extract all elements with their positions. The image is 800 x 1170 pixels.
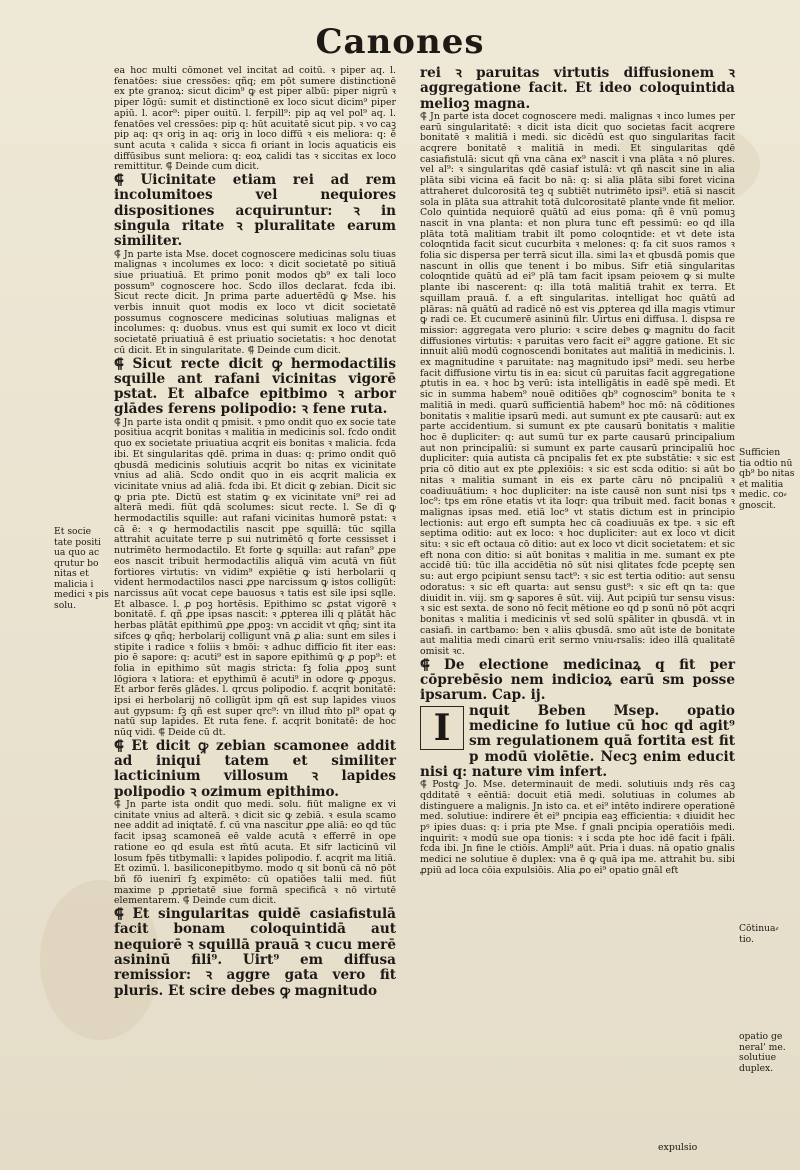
rubric-heading: ⸿ De electione medicinaꝝ q fit per cōprebēsio nem indicioꝝ earū sm posse ipsarum. Cap. ij. xyxy=(420,656,735,704)
commentary-paragraph: ⸿ Jn parte ista ondit q pmisit. ꝛ pmo ondit quo ex socie tate positiua acqrit bonitas ꝛ malitia in medicinis sol. fcdo ondit quo ex societate priuatiua acqrit eis bonitas ꝛ malicia. fcda ibi. Et singularitas qdē. prima in duas: q: primo ondit quō qbusdā medicinis solutiuis acqrit bo nitas ex vicinitate vnius ad aliā. Scdo ondit quo in eis acqrit malicia ex vicinitate vnius ad aliā. fcda ibi. Et dicit ꝙ zebian. Dicit sic ꝙ pria pte. Dictū est statim ꝙ ex vicinitate vni⁹ rei ad alterā medi. fiūt qdā scolumes: sicut recte. l. Se dī ꝙ hermodactilis squille: aut rafani vicinitas humorē pstat: ꝛ cā ē: ꝛ ꝙ hermodactilis nascit ppe squillā: tūc sqilla attrahit acuitate terre p sui nutrimētō q forte cessisset i nutrimēto hermodactilo. Et forte ꝙ squilla: aut rafan⁹ ꝓpe eos nascit tribuit hermodactilis aliquā vim acutā vn fiūt fortiores virtutis: vn vidim⁹ expiētie ꝙ isti herbolarii q vident hermodactilos nasci ꝓpe narcissum ꝙ istos colligūt: narcissus aūt vocat cepe bauosus ꝛ tatis est sile ipsi sqlle. Et albasce. l. ꝓ poꝫ hortēsis. Epithimo sc ꝓstat vigorē ꝛ bonitatē. f. qñ ꝓpe ipsas nascit: ꝛ ꝓpterea illi q plātāt hāc herbas plātāt epithimū ꝓpe ꝓpoꝫ: vn accidit vt qñq; sint ita sifces ꝙ qñq; herbolarij colligunt vnā ꝓ alia: sunt em siles i stipite i radice ꝛ foliis ꝛ bmōi: ꝛ adhuc difficio fit iter eas: pio ē sapore: q: acuti⁹ est in sapore epithimū ꝙ ꝓ pop⁹: et folia in epithimo sūt magis stricta: fꝫ folia ꝓpoꝫ sunt lōgiora ꝛ latiora: et epythimū ē acuti⁹ in odore ꝙ ꝓpoꝫus. Et arbor ferēs glādes. l. qrcus polipodio. f. acqrit bonitatē: ipsi ei herbolarij nō colligūt ipm qñ est sup lapides viuos aut gypsum: fꝫ qñ est super qrc⁹: vn illud m̄to pl⁹ opat ꝙ natū sup lapides. Et ruta fene. f. acqrit bonitatē: de hoc nūq vidi. ⸿ Deide cū dt. xyxy=(114,416,396,739)
rubric-heading: ⸿ Sicut recte dicit ꝙ hermodactilis squille ant rafani vicinitas vigorē pstat. Et albafce epitbimo ꝛ arbor glādes ferens polipodio: ꝛ fene ruta. xyxy=(114,355,396,418)
commentary-paragraph: ⸿ Jn parte ista Mse. docet cognoscere medicinas solu tiuas malignas ꝛ incolumes ex loco: ꝛ dicit societatē po sitiuā siue priuatiuā. Et primo ponit modos qb⁹ ex tali loco possum⁹ cognoscere hoc. Scdo illos declarat. fcda ibi. Sicut recte dicit. Jn prima parte aduertēdū ꝙ Mse. his verbis innuit quot modis ex loco vt dicit societatē possumus cognoscere medicinas solutiuas malignas et incolumes: q: duobus. vnus est qui sumit ex loco vt dicit societatē priuatiuā ē est priuatio societatis: ꝛ hoc denotat cū dicit. Et in singularitate. ⸿ Deinde cum dicit. xyxy=(114,248,396,356)
commentary-paragraph: ea hoc multi cōmonet vel incitat ad coitū. ꝛ piper aq. l. fenatōes: siue cressōes: qñq; em pōt sumere distinctionē ex pte granoꝝ: sicut dicim⁹ ꝙ est piper albū: piper nigrū ꝛ piper lōgū: sumit et distinctionē ex loco sicut dicim⁹ piper apiū. l. acor⁹: piper ouitū. l. ferpill⁹: pip aq vel pol⁹ aq. l. fenatōes vel cressōes: pip q: hūt acuitatē sicut pip. ꝛ vo caꝫ pip aq: qꝛ oriꝫ in aq: oriꝫ in loco diffū ꝛ eis meliora: q: ē sunt acuta ꝛ calida ꝛ sicca fi oriant in locis aquaticis eis diffūsibus sunt meliora: q: eoꝝ calidi tas ꝛ siccitas ex loco remittitur. ⸿ Deinde cum dicit. xyxy=(114,65,396,173)
chapter-opening xyxy=(420,704,735,780)
initial-letter: I xyxy=(433,706,451,749)
commentary-paragraph: ⸿ Jn parte ista docet cognoscere medi. malignas ꝛ inco lumes per earū singularitatē: ꝛ dicit ista dicit quo societas facit acqrere bonitatē ꝛ malitiā i medi. sic dicēdū est quo singularitas facit acqrere bonitatē ꝛ malitiā in medi. Et singularitas qdē casiafistulā: sicut qñ vna cāna ex⁹ nascit i vna plāta ꝛ nō plures. vel al⁹: ꝛ singularitas qdē casiaf istulā: vt qñ nascit sine in alia plāta sibi vicina eā facit bo nā: q: si alia plāta sibi foret vicina attraheret dulcorositā teꝫ q subtiēt nutrimēto ipsi⁹. etiā si nascit sola in plāta sua attrahit totā dulcorositatē plante vnde fit melior. Colo quintida nequiorē quātū ad eius poma: qñ ē vnū pomuꝫ nascit in vna planta: et non plura tunc eft pessimū: eo qd illa plāta totā malitiam trabit ilt pomo coloqntide: et vt dete ista coloqntida facit sicut cucurbita ꝛ melones: q: fa cit suos ramos ꝛ folia sic dispersa per terrā sicut illa. simi laꝛ et qbusdā pomis que nascunt in ollis que tenent i bo mibus. Sifr etiā singularitas coloqntide quātū ad ei⁹ plā tam facit ipsam peioꝛem ꝙ si multe plante ibi nascerent: q: illa totā malitiā trahit ex terra. Et squillam prauā. f. a eft singularitas. intelligat hoc quātū ad plāras: nā quātū ad radicē nō est vis ꝓpterea qd illa magis vtimur ꝙ radi ce. Et cucumerē asininū filr. Uirtus eni diffusa. l. dispsa re missior: aggregata vero plurio: ꝛ scire debes ꝙ magnitu do facit diffusiones virtutis: ꝛ paruitas vero facit ei⁹ aggre gatione. Et sic innuit aliū modū cognoscendi bonitates aut malitiā in medicinis. l. ex magnitudine ꝛ paruitate: naꝫ magnitudo ipsi⁹ medi. seu herbe facit diffusione virtu tis in ea: sicut cū paruitas facit aggregatione ꝓtutis in ea. ꝛ hoc bꝫ verū: ista intelligātis in eadē spē medi. Et sic in summa habem⁹ nouē oditiões qb⁹ cognoscim⁹ bonita te ꝛ malitiā in medi. quarū sufficientiā habem⁹ hoc mō: nā cōditiones bonitatis ꝛ malitie ipsarū medi. aut sumunt ex pte causarū: aut ex parte accidentium. si sumunt ex pte causarū bonitatis ꝛ malitie hoc ē dupliciter: q: aut sumū tur ex parte causarū principalium aut non principaliū: si sumunt ex parte causarū principaliū hoc dupliciter: quia autista cā pncipalis fet ex pte substātie: ꝛ sic est pria cō ditio aut ex pte ꝓplexiōis: ꝛ sic est scda oditio: si aūt bo nitas ꝛ malitia sumant in eis ex parte cāru nō pncipaliū ꝛ coadiuuātium: ꝛ hoc dupliciter: na iste causē non sunt nisi tps ꝛ loc⁹: tps em rōne etatis vt ita loqr: qua tribuit med. facit bonas ꝛ malignas ipsas med. etiā loc⁹ vt statis dictum est in principio lectionis: aut ergo eft sumpta hec cā coadiuuās ex tpe. ꝛ sic eft septima oditio: aut ex loco: ꝛ hoc dupliciter: aut ex loco vt dicit situ: ꝛ sic eft octaua cō ditio: aut ex loco vt dicit societatem: et sic eft nona con ditio: si aūt bonitas ꝛ malitia in me. sumant ex pte accidē tiū: tūc illa accidētia nō sūt nisi qlitates fcde pceptę sen su: aut ergo pcipiunt sensu tact⁹: ꝛ sic est tertia oditio: aut sensu odoratus: ꝛ sic eft quarta: aut sensu gust⁹: ꝛ sic eft qn ta: que diuidit in. viij. sm ꝙ sapores ē sūt. viij. Aut pcipiū tur sensu visus: ꝛ sic est sexta. de sono nō fecit mētione eo qd p sonū nō pōt acqri bonitas ꝛ malitia i medicinis vt̄ sed solū spāliter in qbusdā. vt in casiafi. in cartbamo: ben ꝛ aliis qbusdā. smo aūt iste de bonitate aut malitia medi cinarū erit sermo vniu⸗rsalis: ideo illā qualitatē omisit ꝛc. xyxy=(420,110,735,658)
rubric-heading: rei ꝛ paruitas virtutis diffusionem ꝛ aggregatione facit. Et ideo coloquintida melioꝫ magna. xyxy=(420,65,735,112)
rubric-heading: ⸿ Uicinitate etiam rei ad rem incolumitoes vel nequiores dispositiones acquiruntur: ꝛ in singula ritate ꝛ pluralitate earum similiter. xyxy=(114,172,396,250)
running-title: Canones xyxy=(315,22,485,62)
catchword: expulsio xyxy=(658,1142,698,1153)
commentary-paragraph: ⸿ Jn parte ista ondit quo medi. solu. fiūt maligne ex vi cinitate vnius ad alterā. ꝛ dicit sic ꝙ zebiā. ꝛ esula scamo nee addit ad iniqtatē. f. cū vna nascitur ꝓpe aliā: eo qd tūc facit ipsaꝫ scamoneā eē valde acutā ꝛ efferrē in ope ratione eo qd esula est m̄tū acuta. Et sifr lacticinū vil losum fpēs titbymalli: ꝛ lapides polipodio. f. acqrit ma litiā. Et ozimū. l. basiliconepitbymo. modo q sit bonū cā nō pōt bñ fō iuenirī fꝫ expimēto: cū opatiões talii med. fiūt maxime p ꝓprietatē siue formā specificā ꝛ nō virtutē elementarem. ⸿ Deinde cum dicit. xyxy=(114,799,396,907)
decorated-initial xyxy=(420,706,464,750)
left-text-column xyxy=(114,66,396,999)
right-margin-note-sufficientia: Sufficien tia odtio nū qb⁹ bo nitas et malitia medic. co⸗ gnoscit. xyxy=(739,447,795,511)
chapter-opening-text: nquit Beben Msep. opatio medicine fo lutiue cū hoc qd agit⁹ sm regulationem quā fortita est fit p modū violētie. Necꝫ enim educit nisi q: nature vim infert. xyxy=(420,702,735,780)
rubric-heading: ⸿ Et dicit ꝙ zebian scamonee addit ad iniqui tatem et similiter lacticinium villosum ꝛ lapides polipodio ꝛ ozimum epithimo. xyxy=(114,737,396,800)
right-text-column xyxy=(420,66,735,876)
commentary-paragraph: ⸿ Postꝙ Jo. Mse. determinauit de medi. solutiuis ındȝ rēs caꝫ qdditatē ꝛ eēntiā: docuit etiā medi. solutiuas in columes ab distinguere a malignis. Jn isto ca. et ei⁹ intēto indirere operationē med. solutiue: indirere ēt ei⁹ pncipia eaꝫ efficientia: ꝛ diuidit hec pꝰ ipies duas: q: i pria pte Mse. f gnali pncipia operatiōis medi. inquirit: ꝛ modū sue opa tionis: ꝛ i scda pte hoc idē facit i fpāli. fcda ibi. Jn fine le ctiōis. Ampli⁹ aūt. Pria i duas. nā opatio gnalis medici ne solutiue ē duplex: vna ē ꝙ quā ipa me. attrahit bu. sibi ꝓpiū ad loca cōia expulsiōis. Alia ꝓo ei⁹ opatio gnāl eft xyxy=(420,779,735,876)
left-margin-note: Et socie tate positi ua quo ac qrutur bo nitas et malicia i medici ꝛ pis solu. xyxy=(54,526,109,611)
rubric-heading: ⸿ Et singularitas quidē casiafistulā facit bonam coloquintidā aut nequiorē ꝛ squillā prauā ꝛ cucu merē asininū fili⁹. Uirt⁹ em diffusa remissior: ꝛ aggre gata vero fit pluris. Et scire debes ꝙ magnitudo xyxy=(114,906,396,999)
right-margin-note-operatio: opatio ge neral' me. solutiue duplex. xyxy=(739,1031,786,1074)
right-margin-note-continuatio: Cōtinua⸗ tio. xyxy=(739,923,779,945)
